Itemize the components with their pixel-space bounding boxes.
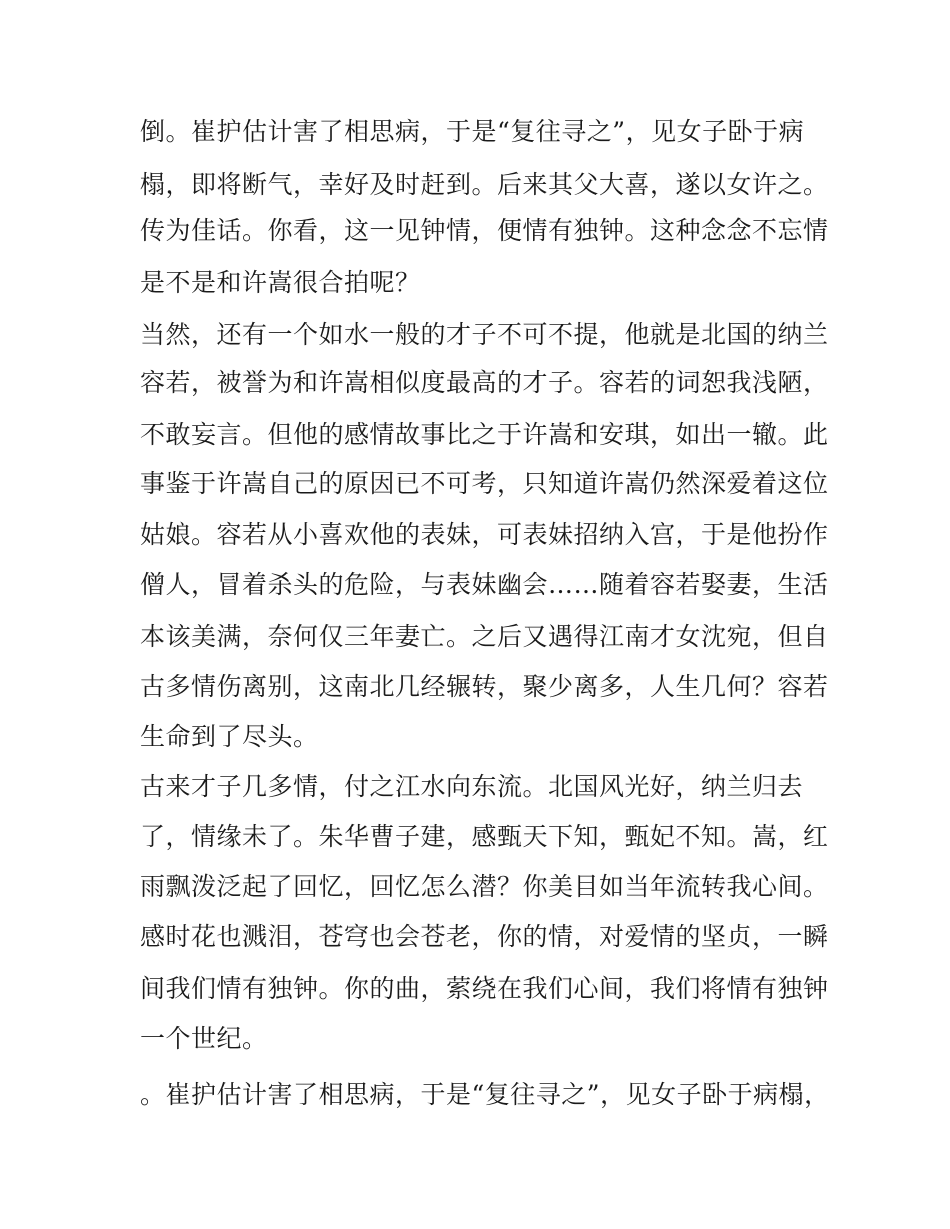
text-line: 一个世纪。 (140, 1024, 268, 1053)
text-line: 古来才子几多情，付之江水向东流。北国风光好，纳兰归去 (140, 772, 804, 801)
text-line: 雨飘泼泛起了回忆，回忆怎么潜？你美目如当年流转我心间。 (140, 872, 829, 901)
text-line: 感时花也溅泪，苍穹也会苍老，你的情，对爱情的坚贞，一瞬 (140, 922, 829, 951)
text-line: 了，情缘未了。朱华曹子建，感甄天下知，甄妃不知。嵩，红 (140, 822, 829, 851)
text-line: 不敢妄言。但他的感情故事比之于许嵩和安琪，如出一辙。此 (140, 420, 829, 449)
text-line: 古多情伤离别，这南北几经辗转，聚少离多，人生几何？容若 (140, 672, 829, 701)
text-line: 间我们情有独钟。你的曲，萦绕在我们心间，我们将情有独钟 (140, 974, 829, 1003)
text-line: 当然，还有一个如水一般的才子不可不提，他就是北国的纳兰 (140, 320, 829, 349)
text-line: 容若，被誉为和许嵩相似度最高的才子。容若的词恕我浅陋， (140, 368, 829, 397)
text-line: 是不是和许嵩很合拍呢？ (140, 268, 421, 297)
text-line: 僧人，冒着杀头的危险，与表妹幽会……随着容若娶妻，生活 (140, 570, 829, 599)
text-line: 传为佳话。你看，这一见钟情，便情有独钟。这种念念不忘情 (140, 216, 829, 245)
text-line: 姑娘。容若从小喜欢他的表妹，可表妹招纳入宫，于是他扮作 (140, 520, 829, 549)
text-line: 倒。崔护估计害了相思病，于是“复往寻之”，见女子卧于病 (140, 117, 805, 146)
text-line: 事鉴于许嵩自己的原因已不可考，只知道许嵩仍然深爱着这位 (140, 469, 829, 498)
text-line: 本该美满，奈何仅三年妻亡。之后又遇得江南才女沈宛，但自 (140, 622, 829, 651)
text-line: 榻，即将断气，幸好及时赶到。后来其父大喜，遂以女许之。 (140, 170, 829, 199)
text-line: 生命到了尽头。 (140, 722, 319, 751)
text-line: 。崔护估计害了相思病，于是“复往寻之”，见女子卧于病榻， (140, 1080, 830, 1109)
